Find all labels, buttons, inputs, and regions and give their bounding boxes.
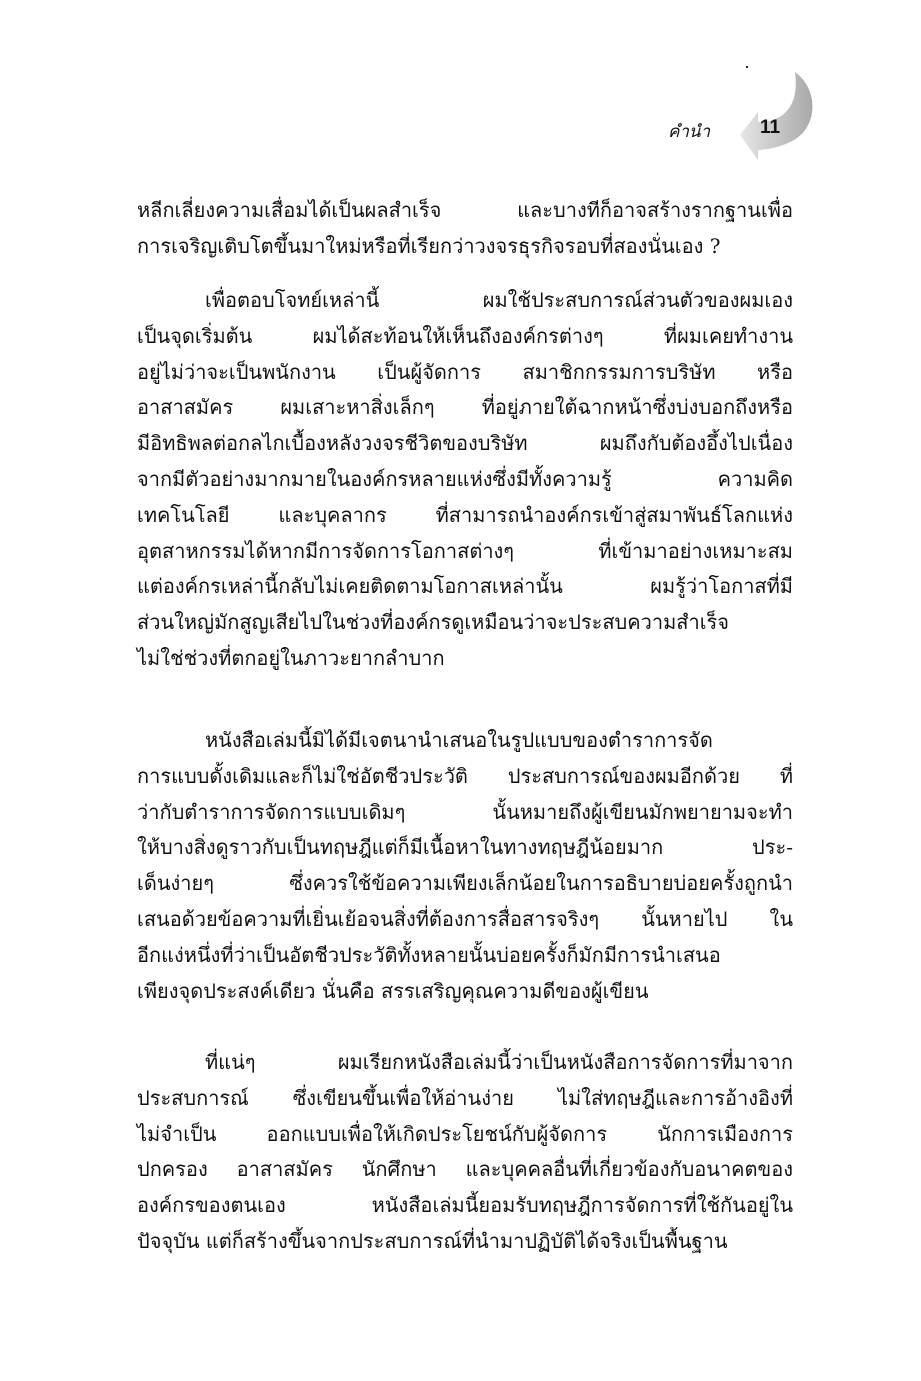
text-line: เป็นจุดเริ่มต้น ผมได้สะท้อนให้เห็นถึงองค์กรต่างๆ ที่ผมเคยทำงาน bbox=[137, 323, 793, 348]
text-line: ประสบการณ์ ซึ่งเขียนขึ้นเพื่อให้อ่านง่าย ไม่ใส่ทฤษฎีและการอ้างอิงที่ bbox=[137, 1085, 793, 1110]
text-line: ไม่ใช่ช่วงที่ตกอยู่ในภาวะยากลำบาก bbox=[137, 645, 445, 670]
text-line: ปัจจุบัน แต่ก็สร้างขึ้นจากประสบการณ์ที่นำมาปฏิบัติได้จริงเป็นพื้นฐาน bbox=[137, 1228, 728, 1253]
text-line: ส่วนใหญ่มักสูญเสียไปในช่วงที่องค์กรดูเหมือนว่าจะประสบความสำเร็จ bbox=[137, 610, 729, 635]
text-line: ไม่จำเป็น ออกแบบเพื่อให้เกิดประโยชน์กับผู้จัดการ นักการเมืองการ bbox=[137, 1121, 793, 1146]
text-line: เทคโนโลยี และบุคลากร ที่สามารถนำองค์กรเข้าสู่สมาพันธ์โลกแห่ง bbox=[137, 502, 793, 527]
text-line: เพื่อตอบโจทย์เหล่านี้ ผมใช้ประสบการณ์ส่วนตัวของผมเอง bbox=[205, 288, 793, 312]
text-line: มีอิทธิพลต่อกลไกเบื้องหลังวงจรชีวิตของบริษัท ผมถึงกับต้องอึ้งไปเนื่อง bbox=[137, 431, 793, 456]
text-line: ปกครอง อาสาสมัคร นักศึกษา และบุคคลอื่นที่เกี่ยวข้องกับอนาคตของ bbox=[137, 1157, 793, 1182]
paragraph bbox=[137, 1045, 793, 1260]
section-title: คำนำ bbox=[668, 122, 711, 142]
text-line: อีกแง่หนึ่งที่ว่าเป็นอัตชีวประวัติทั้งหลายนั้นบ่อยครั้งก็มักมีการนำเสนอ bbox=[137, 942, 721, 967]
text-line: ที่แน่ๆ ผมเรียกหนังสือเล่มนี้ว่าเป็นหนังสือการจัดการที่มาจาก bbox=[205, 1050, 793, 1074]
curved-arrow-icon bbox=[640, 60, 840, 170]
paragraph bbox=[137, 283, 793, 677]
text-line: อาสาสมัคร ผมเสาะหาสิ่งเล็กๆ ที่อยู่ภายใต้ฉากหน้าซึ่งบ่งบอกถึงหรือ bbox=[137, 395, 793, 420]
paragraph bbox=[137, 723, 793, 1009]
text-line: หลีกเลี่ยงความเสื่อมได้เป็นผลสำเร็จ และบางทีก็อาจสร้างรากฐานเพื่อ bbox=[137, 198, 793, 222]
paragraph bbox=[137, 193, 793, 265]
text-line: เสนอด้วยข้อความที่เยิ่นเย้อจนสิ่งที่ต้องการสื่อสารจริงๆ นั้นหายไป ใน bbox=[137, 906, 793, 931]
text-line: หนังสือเล่มนี้มิได้มีเจตนานำเสนอในรูปแบบของตำราการจัด bbox=[205, 728, 713, 752]
page-number: 11 bbox=[760, 117, 781, 138]
text-line: ว่ากับตำราการจัดการแบบเดิมๆ นั้นหมายถึงผู้เขียนมักพยายามจะทำ bbox=[137, 799, 793, 824]
text-line: เด็นง่ายๆ ซึ่งควรใช้ข้อความเพียงเล็กน้อยในการอธิบายบ่อยครั้งถูกนำ bbox=[137, 871, 793, 896]
text-line: อยู่ไม่ว่าจะเป็นพนักงาน เป็นผู้จัดการ สมาชิกกรรมการบริษัท หรือ bbox=[137, 359, 793, 384]
text-line: จากมีตัวอย่างมากมายในองค์กรหลายแห่งซึ่งมีทั้งความรู้ ความคิด bbox=[137, 466, 793, 491]
text-line: องค์กรของตนเอง หนังสือเล่มนี้ยอมรับทฤษฎีการจัดการที่ใช้กันอยู่ใน bbox=[137, 1193, 793, 1218]
text-line: แต่องค์กรเหล่านี้กลับไม่เคยติดตามโอกาสเหล่านั้น ผมรู้ว่าโอกาสที่มี bbox=[137, 574, 793, 599]
text-line: เพียงจุดประสงค์เดียว นั่นคือ สรรเสริญคุณความดีของผู้เขียน bbox=[137, 978, 649, 1003]
text-line: การเจริญเติบโตขึ้นมาใหม่หรือที่เรียกว่าวงจรธุรกิจรอบที่สองนั่นเอง ? bbox=[137, 233, 721, 258]
page-header bbox=[640, 60, 840, 170]
text-line: การแบบดั้งเดิมและก็ไม่ใช่อัตชีวประวัติ ประสบการณ์ของผมอีกด้วย ที่ bbox=[137, 763, 793, 788]
text-line: อุตสาหกรรมได้หากมีการจัดการโอกาสต่างๆ ที่เข้ามาอย่างเหมาะสม bbox=[137, 538, 793, 563]
text-line: ให้บางสิ่งดูราวกับเป็นทฤษฎีแต่ก็มีเนื้อหาในทางทฤษฎีน้อยมาก ประ- bbox=[137, 835, 793, 860]
